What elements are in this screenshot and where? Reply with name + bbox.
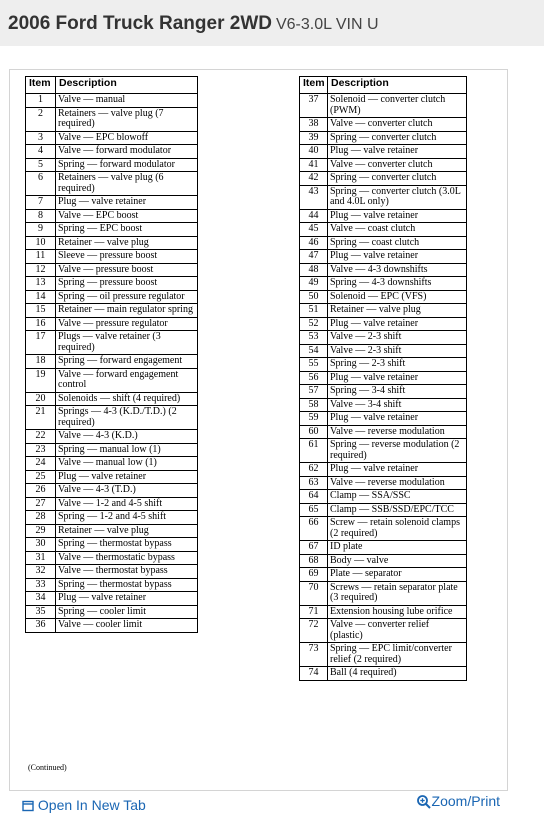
- item-number: 55: [300, 358, 328, 372]
- table-row: [26, 290, 198, 304]
- item-number: 33: [26, 578, 56, 592]
- item-description: Valve — thermostat bypass: [56, 565, 198, 579]
- zoom-icon: [416, 794, 432, 810]
- item-number: 50: [300, 290, 328, 304]
- item-number: 38: [300, 118, 328, 132]
- table-row: [26, 406, 198, 430]
- item-number: 52: [300, 317, 328, 331]
- item-description: Solenoid — EPC (VFS): [328, 290, 467, 304]
- item-description: Plate — separator: [328, 568, 467, 582]
- item-description: Valve — thermostatic bypass: [56, 551, 198, 565]
- table-row: [300, 439, 467, 463]
- table-row: [26, 250, 198, 264]
- item-number: 12: [26, 263, 56, 277]
- item-number: 29: [26, 524, 56, 538]
- item-description: Plug — valve retainer: [328, 412, 467, 426]
- table-row: [300, 331, 467, 345]
- item-number: 65: [300, 503, 328, 517]
- item-description: Spring — converter clutch: [328, 131, 467, 145]
- table-row: [26, 430, 198, 444]
- item-description: Plugs — valve retainer (3 required): [56, 331, 198, 355]
- page-subtitle: V6-3.0L VIN U: [275, 16, 379, 33]
- item-number: 36: [26, 619, 56, 633]
- item-description: Plug — valve retainer: [328, 317, 467, 331]
- item-number: 14: [26, 290, 56, 304]
- item-number: 51: [300, 304, 328, 318]
- table-row: [300, 412, 467, 426]
- item-description: Valve — converter relief (plastic): [328, 619, 467, 643]
- item-description: Valve — reverse modulation: [328, 425, 467, 439]
- table-row: [300, 517, 467, 541]
- item-number: 11: [26, 250, 56, 264]
- item-number: 45: [300, 223, 328, 237]
- item-description: Valve — EPC blowoff: [56, 131, 198, 145]
- table-row: [300, 371, 467, 385]
- item-number: 53: [300, 331, 328, 345]
- item-number: 44: [300, 209, 328, 223]
- table-row: [26, 172, 198, 196]
- item-description: Spring — oil pressure regulator: [56, 290, 198, 304]
- item-description: Valve — cooler limit: [56, 619, 198, 633]
- item-number: 32: [26, 565, 56, 579]
- table-row: [26, 304, 198, 318]
- item-number: 59: [300, 412, 328, 426]
- item-number: 7: [26, 196, 56, 210]
- item-number: 61: [300, 439, 328, 463]
- table-row: [300, 158, 467, 172]
- item-description: Clamp — SSA/SSC: [328, 490, 467, 504]
- page-title: 2006 Ford Truck Ranger 2WD: [8, 13, 272, 34]
- item-description: Spring — cooler limit: [56, 605, 198, 619]
- item-description: Valve — EPC boost: [56, 209, 198, 223]
- item-description: Body — valve: [328, 554, 467, 568]
- item-description: Spring — coast clutch: [328, 236, 467, 250]
- table-row: [300, 263, 467, 277]
- item-description: Spring — converter clutch: [328, 172, 467, 186]
- table-row: [300, 541, 467, 555]
- footer-bar: [0, 794, 544, 812]
- item-number: 72: [300, 619, 328, 643]
- table-row: [300, 358, 467, 372]
- item-description: Valve — 3-4 shift: [328, 398, 467, 412]
- item-description: Valve — converter clutch: [328, 118, 467, 132]
- item-description: Spring — converter clutch (3.0L and 4.0L only): [328, 185, 467, 209]
- item-number: 9: [26, 223, 56, 237]
- item-number: 62: [300, 463, 328, 477]
- item-number: 3: [26, 131, 56, 145]
- item-description: Plug — valve retainer: [328, 145, 467, 159]
- item-number: 24: [26, 457, 56, 471]
- table-row: [300, 425, 467, 439]
- table-row: [26, 578, 198, 592]
- table-row: [26, 470, 198, 484]
- table-row: [26, 392, 198, 406]
- table-row: [26, 94, 198, 108]
- item-description: Valve — forward engagement control: [56, 368, 198, 392]
- table-row: [300, 290, 467, 304]
- item-description: Extension housing lube orifice: [328, 605, 467, 619]
- item-description: Retainer — main regulator spring: [56, 304, 198, 318]
- table-row: [26, 331, 198, 355]
- item-number: 31: [26, 551, 56, 565]
- table-row: [26, 145, 198, 159]
- item-description: Plug — valve retainer: [328, 463, 467, 477]
- item-number: 56: [300, 371, 328, 385]
- item-description: Valve — manual: [56, 94, 198, 108]
- item-description: Retainer — valve plug: [56, 524, 198, 538]
- table-row: [26, 619, 198, 633]
- table-row: [26, 107, 198, 131]
- table-row: [300, 476, 467, 490]
- table-row: [26, 605, 198, 619]
- item-number: 17: [26, 331, 56, 355]
- table-row: [300, 581, 467, 605]
- item-description: Spring — 1-2 and 4-5 shift: [56, 511, 198, 525]
- parts-table-left: [25, 76, 198, 633]
- table-row: [300, 236, 467, 250]
- table-row: [26, 196, 198, 210]
- item-number: 1: [26, 94, 56, 108]
- item-description: Plug — valve retainer: [56, 196, 198, 210]
- item-number: 10: [26, 236, 56, 250]
- table-row: [300, 172, 467, 186]
- continued-note: (Continued): [28, 763, 67, 772]
- item-number: 37: [300, 94, 328, 118]
- item-description: Spring — EPC boost: [56, 223, 198, 237]
- table-row: [26, 236, 198, 250]
- item-description: Spring — thermostat bypass: [56, 578, 198, 592]
- table-row: [26, 592, 198, 606]
- zoom-print-label: Zoom/Print: [431, 793, 500, 809]
- table-row: [26, 158, 198, 172]
- table-row: [300, 398, 467, 412]
- item-number: 54: [300, 344, 328, 358]
- item-number: 70: [300, 581, 328, 605]
- item-number: 25: [26, 470, 56, 484]
- table-row: [300, 185, 467, 209]
- table-row: [300, 145, 467, 159]
- item-number: 28: [26, 511, 56, 525]
- item-description: Valve — 4-3 downshifts: [328, 263, 467, 277]
- item-number: 49: [300, 277, 328, 291]
- item-description: ID plate: [328, 541, 467, 555]
- item-description: Valve — pressure boost: [56, 263, 198, 277]
- item-description: Springs — 4-3 (K.D./T.D.) (2 required): [56, 406, 198, 430]
- item-description: Screws — retain separator plate (3 required): [328, 581, 467, 605]
- item-number: 15: [26, 304, 56, 318]
- table-row: [26, 355, 198, 369]
- item-number: 68: [300, 554, 328, 568]
- item-description: Plug — valve retainer: [328, 371, 467, 385]
- item-number: 46: [300, 236, 328, 250]
- item-description: Retainers — valve plug (7 required): [56, 107, 198, 131]
- item-description: Valve — manual low (1): [56, 457, 198, 471]
- parts-table-right: [299, 76, 467, 681]
- item-description: Clamp — SSB/SSD/EPC/TCC: [328, 503, 467, 517]
- item-number: 18: [26, 355, 56, 369]
- item-description: Spring — reverse modulation (2 required): [328, 439, 467, 463]
- item-description: Spring — 3-4 shift: [328, 385, 467, 399]
- item-number: 71: [300, 605, 328, 619]
- table-row: [300, 209, 467, 223]
- item-description: Valve — reverse modulation: [328, 476, 467, 490]
- item-number: 57: [300, 385, 328, 399]
- table-row: [26, 484, 198, 498]
- item-description: Solenoids — shift (4 required): [56, 392, 198, 406]
- item-number: 23: [26, 443, 56, 457]
- open-in-new-tab-label: Open In New Tab: [37, 797, 146, 813]
- item-description: Plug — valve retainer: [56, 470, 198, 484]
- item-number: 21: [26, 406, 56, 430]
- open-in-new-tab-link[interactable]: [22, 797, 146, 813]
- item-number: 60: [300, 425, 328, 439]
- item-description: Retainer — valve plug: [56, 236, 198, 250]
- item-number: 4: [26, 145, 56, 159]
- table-row: [300, 605, 467, 619]
- item-description: Spring — manual low (1): [56, 443, 198, 457]
- item-description: Valve — converter clutch: [328, 158, 467, 172]
- table-row: [26, 457, 198, 471]
- item-number: 42: [300, 172, 328, 186]
- item-description: Valve — forward modulator: [56, 145, 198, 159]
- item-number: 30: [26, 538, 56, 552]
- item-description: Spring — pressure boost: [56, 277, 198, 291]
- item-description: Retainer — valve plug: [328, 304, 467, 318]
- item-number: 8: [26, 209, 56, 223]
- table-row: [26, 263, 198, 277]
- column-header-description: Description: [328, 77, 467, 94]
- table-row: [26, 497, 198, 511]
- item-number: 13: [26, 277, 56, 291]
- table-row: [26, 524, 198, 538]
- item-description: Spring — forward engagement: [56, 355, 198, 369]
- table-row: [300, 344, 467, 358]
- zoom-print-link[interactable]: [416, 793, 500, 810]
- table-row: [300, 554, 467, 568]
- item-description: Plug — valve retainer: [328, 209, 467, 223]
- item-number: 16: [26, 317, 56, 331]
- table-row: [300, 568, 467, 582]
- table-row: [300, 223, 467, 237]
- table-row: [300, 643, 467, 667]
- item-number: 40: [300, 145, 328, 159]
- item-number: 73: [300, 643, 328, 667]
- item-number: 64: [300, 490, 328, 504]
- page-header: [0, 0, 544, 46]
- table-row: [300, 490, 467, 504]
- column-header-description: Description: [56, 77, 198, 94]
- table-row: [26, 131, 198, 145]
- item-number: 47: [300, 250, 328, 264]
- item-number: 67: [300, 541, 328, 555]
- item-number: 35: [26, 605, 56, 619]
- item-number: 27: [26, 497, 56, 511]
- item-description: Spring — 4-3 downshifts: [328, 277, 467, 291]
- table-row: [300, 619, 467, 643]
- item-number: 22: [26, 430, 56, 444]
- item-number: 74: [300, 667, 328, 681]
- table-row: [300, 131, 467, 145]
- item-description: Plug — valve retainer: [56, 592, 198, 606]
- item-description: Spring — EPC limit/converter relief (2 required): [328, 643, 467, 667]
- table-row: [26, 277, 198, 291]
- table-row: [26, 317, 198, 331]
- item-number: 41: [300, 158, 328, 172]
- item-number: 2: [26, 107, 56, 131]
- table-row: [26, 443, 198, 457]
- item-number: 48: [300, 263, 328, 277]
- table-row: [300, 463, 467, 477]
- item-description: Valve — 2-3 shift: [328, 344, 467, 358]
- item-description: Sleeve — pressure boost: [56, 250, 198, 264]
- item-description: Spring — thermostat bypass: [56, 538, 198, 552]
- item-number: 66: [300, 517, 328, 541]
- item-description: Solenoid — converter clutch (PWM): [328, 94, 467, 118]
- table-row: [300, 304, 467, 318]
- item-description: Plug — valve retainer: [328, 250, 467, 264]
- table-row: [300, 317, 467, 331]
- item-description: Retainers — valve plug (6 required): [56, 172, 198, 196]
- table-row: [300, 94, 467, 118]
- table-row: [26, 551, 198, 565]
- item-description: Spring — forward modulator: [56, 158, 198, 172]
- item-description: Spring — 2-3 shift: [328, 358, 467, 372]
- column-header-item: Item: [26, 77, 56, 94]
- column-header-item: Item: [300, 77, 328, 94]
- item-number: 39: [300, 131, 328, 145]
- item-description: Valve — 2-3 shift: [328, 331, 467, 345]
- item-number: 5: [26, 158, 56, 172]
- table-row: [300, 277, 467, 291]
- table-row: [300, 503, 467, 517]
- item-description: Valve — 1-2 and 4-5 shift: [56, 497, 198, 511]
- item-number: 20: [26, 392, 56, 406]
- table-row: [26, 538, 198, 552]
- item-number: 6: [26, 172, 56, 196]
- table-row: [26, 368, 198, 392]
- table-row: [26, 223, 198, 237]
- item-description: Valve — 4-3 (K.D.): [56, 430, 198, 444]
- item-number: 26: [26, 484, 56, 498]
- item-description: Valve — 4-3 (T.D.): [56, 484, 198, 498]
- table-row: [26, 565, 198, 579]
- item-number: 58: [300, 398, 328, 412]
- item-number: 63: [300, 476, 328, 490]
- open-tab-icon: [22, 800, 34, 812]
- table-row: [26, 209, 198, 223]
- item-number: 43: [300, 185, 328, 209]
- table-row: [26, 511, 198, 525]
- table-row: [300, 667, 467, 681]
- item-number: 19: [26, 368, 56, 392]
- item-description: Valve — pressure regulator: [56, 317, 198, 331]
- table-row: [300, 118, 467, 132]
- table-row: [300, 385, 467, 399]
- item-description: Valve — coast clutch: [328, 223, 467, 237]
- item-description: Screw — retain solenoid clamps (2 required): [328, 517, 467, 541]
- item-number: 34: [26, 592, 56, 606]
- item-description: Ball (4 required): [328, 667, 467, 681]
- document-image: [9, 69, 508, 791]
- item-number: 69: [300, 568, 328, 582]
- table-row: [300, 250, 467, 264]
